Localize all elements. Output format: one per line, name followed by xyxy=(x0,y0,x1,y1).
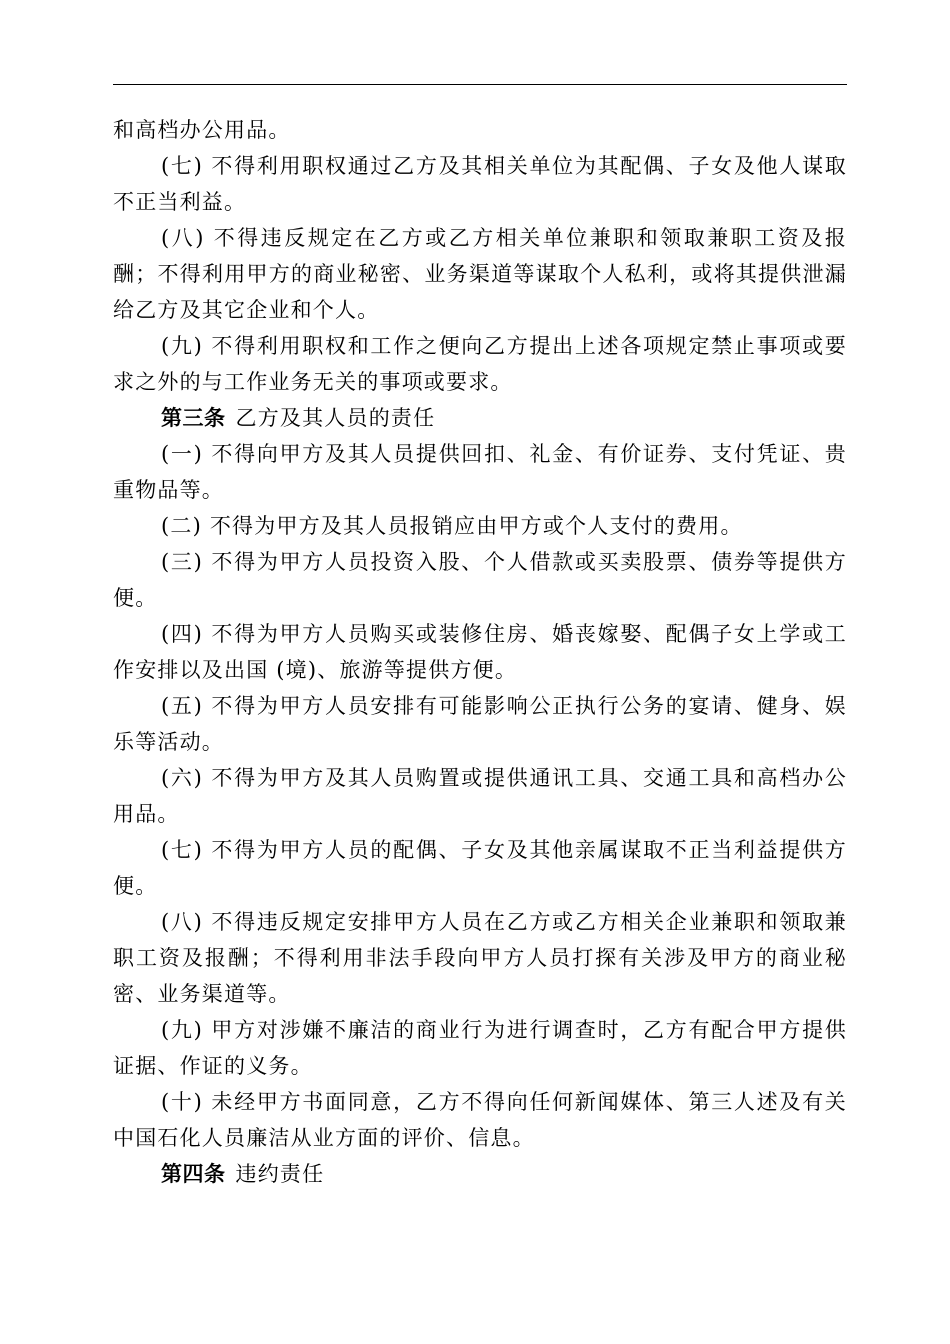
paragraph-item-7b: (七) 不得为甲方人员的配偶、子女及其他亲属谋取不正当利益提供方便。 xyxy=(113,838,847,898)
paragraph-item-8: (八) 不得违反规定在乙方或乙方相关单位兼职和领取兼职工资及报酬；不得利用甲方的商业秘密、业务渠道等谋取个人私利，或将其提供泄漏给乙方及其它企业和个人。 xyxy=(113,226,847,322)
section-number: 第三条 xyxy=(161,406,226,430)
section-heading-article-4 xyxy=(113,1156,847,1192)
paragraph-item-6: (六) 不得为甲方及其人员购置或提供通讯工具、交通工具和高档办公用品。 xyxy=(113,766,847,826)
header-rule xyxy=(113,84,847,85)
paragraph-item-1: (一) 不得向甲方及其人员提供回扣、礼金、有价证券、支付凭证、贵重物品等。 xyxy=(113,442,847,502)
paragraph-item-9b: (九) 甲方对涉嫌不廉洁的商业行为进行调查时，乙方有配合甲方提供证据、作证的义务。 xyxy=(113,1018,847,1078)
paragraph-item-3: (三) 不得为甲方人员投资入股、个人借款或买卖股票、债券等提供方便。 xyxy=(113,550,847,610)
paragraph-item-8b: (八) 不得违反规定安排甲方人员在乙方或乙方相关企业兼职和领取兼职工资及报酬；不得利用非法手段向甲方人员打探有关涉及甲方的商业秘密、业务渠道等。 xyxy=(113,910,847,1006)
paragraph-item-7: (七) 不得利用职权通过乙方及其相关单位为其配偶、子女及他人谋取不正当利益。 xyxy=(113,154,847,214)
paragraph-item-5: (五) 不得为甲方人员安排有可能影响公正执行公务的宴请、健身、娱乐等活动。 xyxy=(113,694,847,754)
paragraph-item-2: (二) 不得为甲方及其人员报销应由甲方或个人支付的费用。 xyxy=(161,514,743,538)
section-title: 违约责任 xyxy=(235,1162,325,1186)
document-body xyxy=(113,112,847,1192)
paragraph-item-10: (十) 未经甲方书面同意，乙方不得向任何新闻媒体、第三人述及有关中国石化人员廉洁从业方面的评价、信息。 xyxy=(113,1090,847,1150)
section-title: 乙方及其人员的责任 xyxy=(235,406,436,430)
paragraph-continuation: 和高档办公用品。 xyxy=(113,118,291,142)
paragraph-item-4: (四) 不得为甲方人员购买或装修住房、婚丧嫁娶、配偶子女上学或工作安排以及出国 (境)、旅游等提供方便。 xyxy=(113,622,847,682)
section-heading-article-3 xyxy=(113,400,847,436)
paragraph-item-9: (九) 不得利用职权和工作之便向乙方提出上述各项规定禁止事项或要求之外的与工作业务无关的事项或要求。 xyxy=(113,334,847,394)
section-number: 第四条 xyxy=(161,1162,226,1186)
